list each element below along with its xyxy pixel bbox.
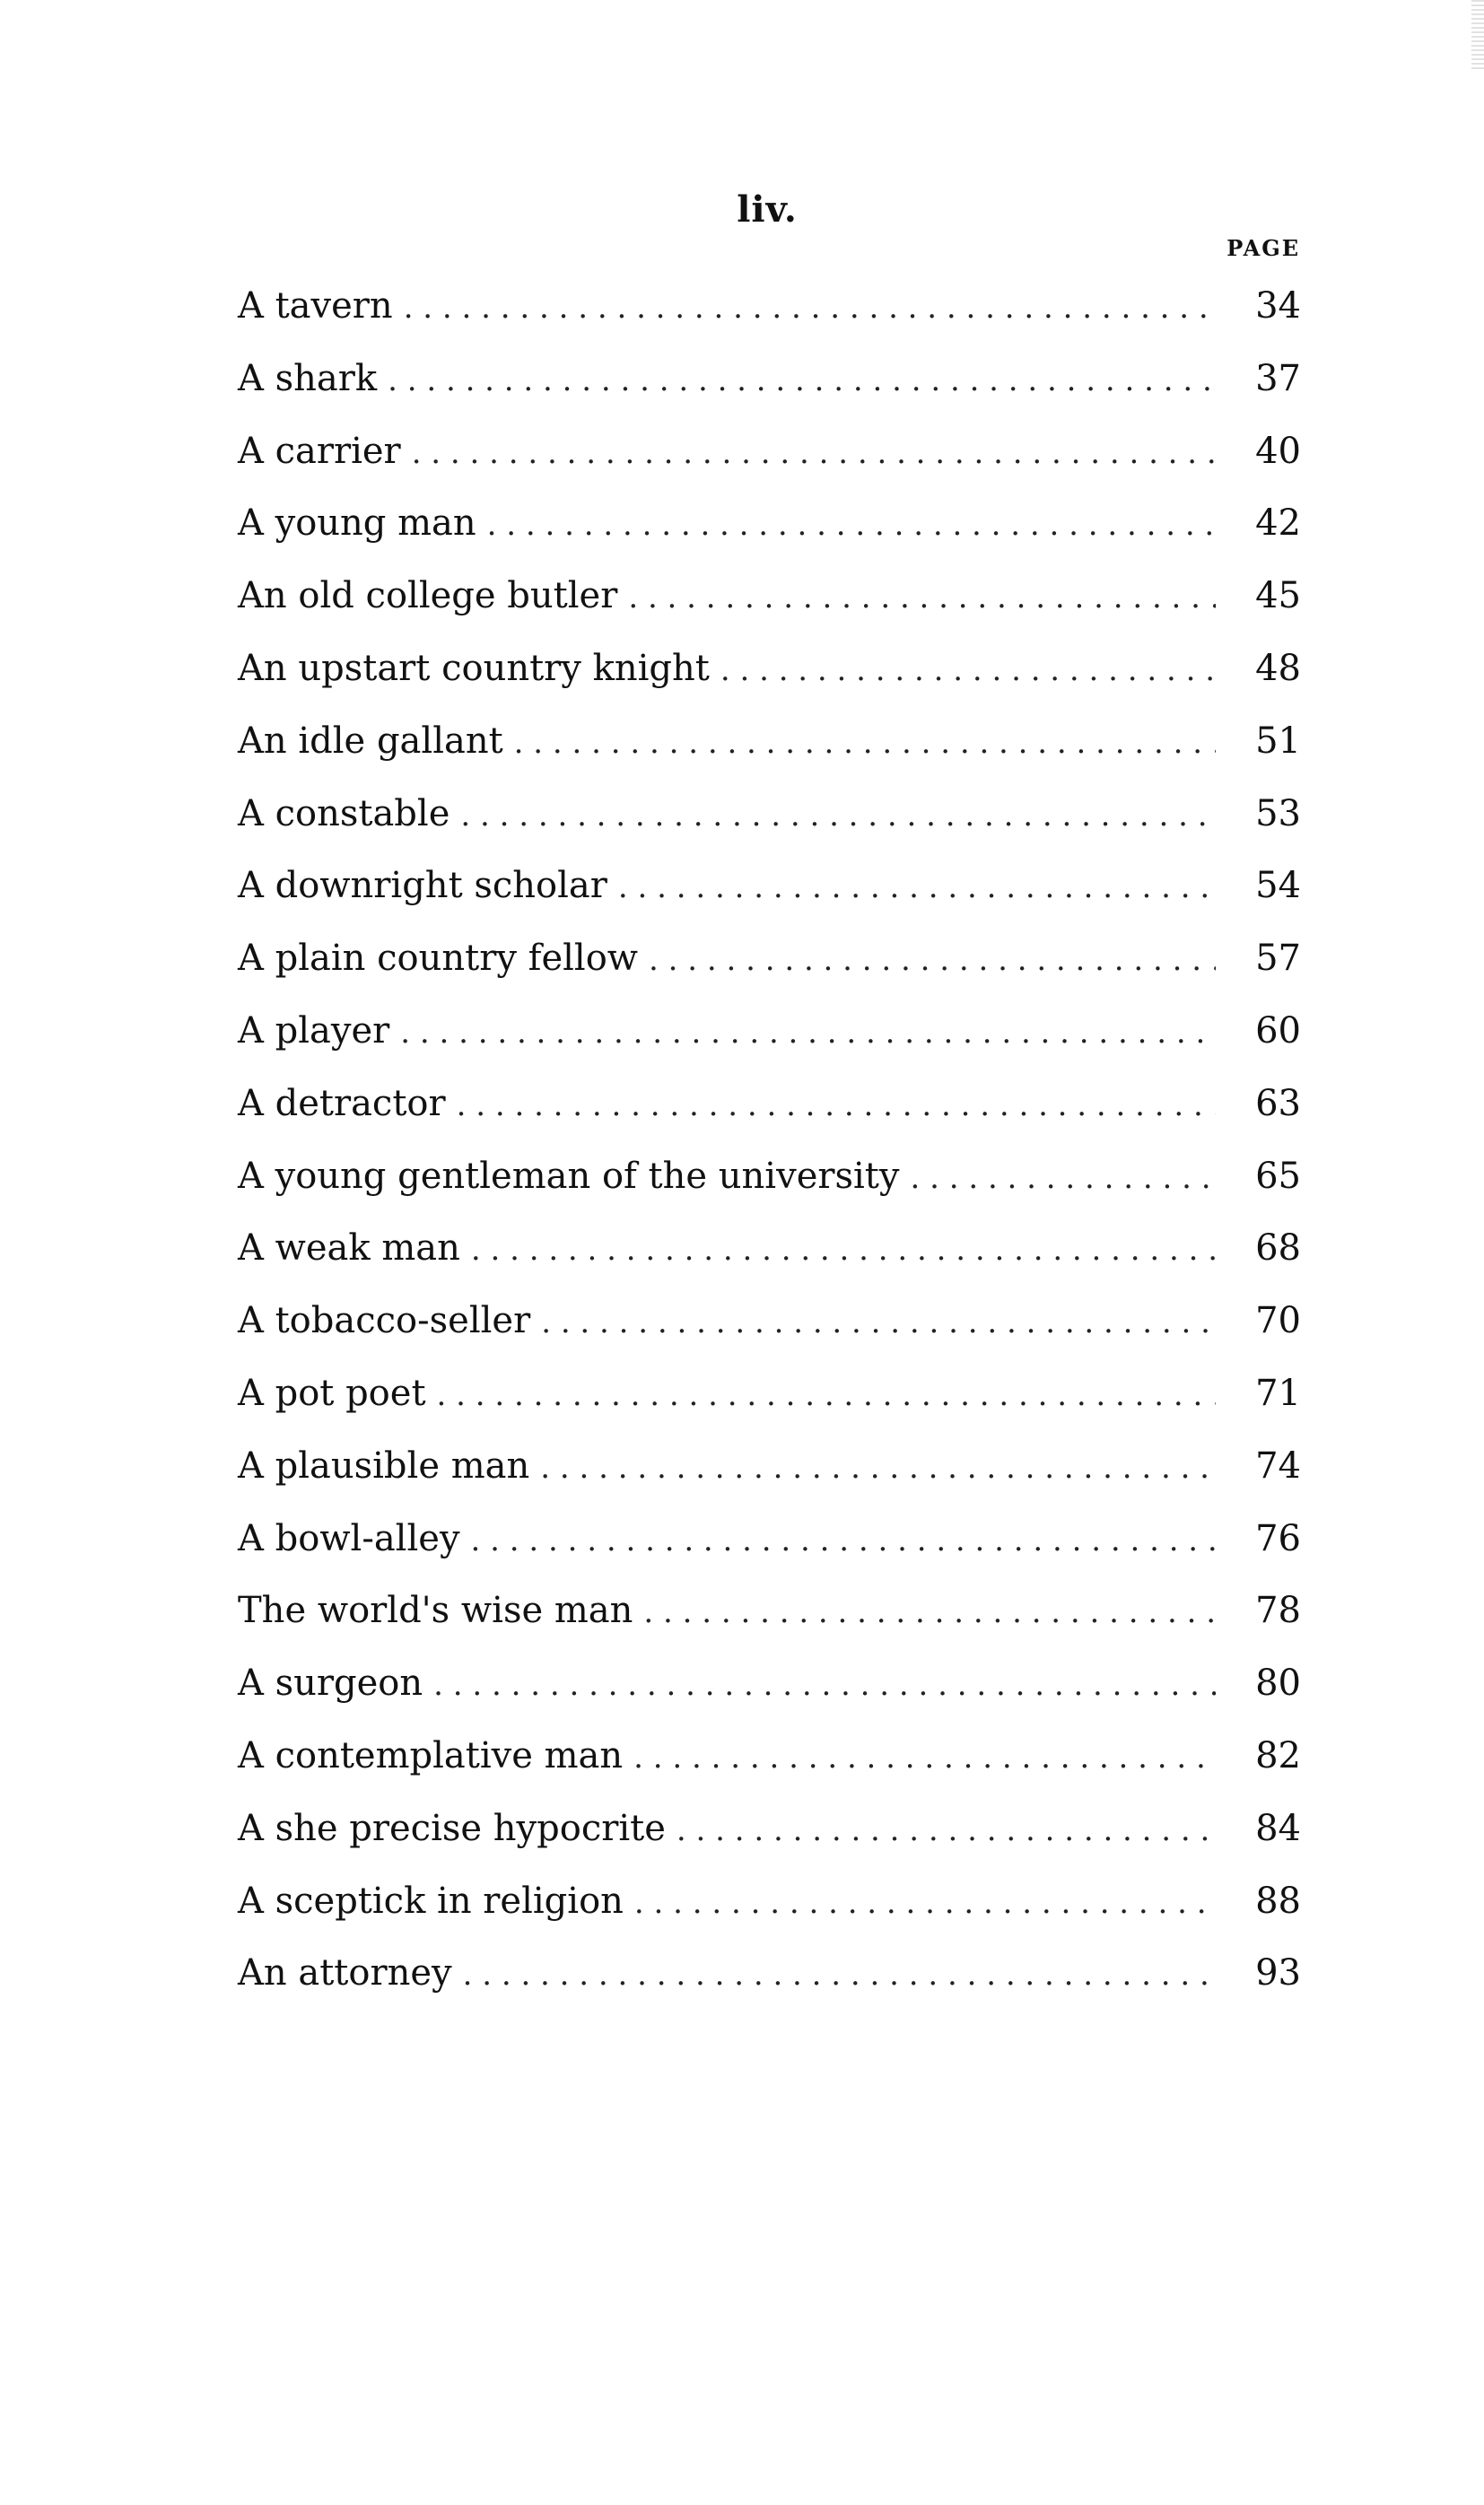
entry-page-number: 82 [1255,1734,1301,1776]
toc-entry [238,1083,1301,1156]
dot-leader [437,1377,1216,1413]
entry-title: A plain country fellow [238,938,639,980]
entry-title: A constable [238,792,450,834]
entry-title: A contemplative man [238,1734,624,1776]
toc-entry [238,358,1301,431]
toc-entry [238,1010,1301,1083]
entry-title: A tavern [238,285,393,327]
toc-entry [238,1663,1301,1735]
page-number: liv. [737,188,798,231]
entry-page-number: 40 [1255,430,1301,472]
entry-page-number: 70 [1255,1300,1301,1342]
entry-title: A young gentleman of the university [238,1155,900,1197]
entry-page-number: 78 [1255,1590,1301,1632]
entry-title: A weak man [238,1227,460,1270]
toc-entry [238,1156,1301,1228]
dot-leader [460,798,1216,834]
dot-leader [388,362,1216,398]
entry-title: An upstart country knight [238,647,710,689]
entry-page-number: 68 [1255,1227,1301,1270]
entry-page-number: 48 [1255,647,1301,689]
toc-entry [238,720,1301,793]
toc-entry [238,938,1301,1010]
entry-page-number: 93 [1255,1952,1301,1994]
entry-page-number: 54 [1255,865,1301,907]
toc-entry [238,1590,1301,1663]
entry-page-number: 76 [1255,1517,1301,1559]
toc-entry [238,865,1301,938]
dot-leader [910,1160,1216,1196]
entry-page-number: 51 [1255,720,1301,762]
entry-title: A detractor [238,1082,446,1124]
dot-leader [471,1523,1216,1558]
entry-page-number: 37 [1255,357,1301,399]
entry-title: A carrier [238,430,401,472]
toc-entry [238,1952,1301,2025]
toc-entry [238,1518,1301,1591]
entry-title: A sceptick in religion [238,1880,624,1922]
entry-title: An attorney [238,1952,452,1994]
dot-leader [649,942,1216,978]
entry-title: An old college butler [238,575,618,617]
toc-entry [238,1445,1301,1518]
toc-entry [238,502,1301,575]
toc-entry [238,1735,1301,1808]
entry-title: A bowl-alley [238,1517,460,1559]
dot-leader [540,1450,1216,1486]
entry-page-number: 65 [1255,1155,1301,1197]
dot-leader [618,869,1216,905]
entry-page-number: 42 [1255,502,1301,545]
entry-page-number: 45 [1255,575,1301,617]
dot-leader [720,652,1216,688]
entry-page-number: 60 [1255,1009,1301,1052]
entry-title: A surgeon [238,1663,423,1705]
toc-entry [238,575,1301,648]
scan-edge-artifact [1471,0,1484,70]
entry-page-number: 71 [1255,1372,1301,1414]
dot-leader [487,507,1216,543]
entry-title: The world's wise man [238,1590,633,1632]
toc-entry [238,431,1301,503]
toc-entry [238,1808,1301,1881]
entry-page-number: 88 [1255,1880,1301,1922]
entry-title: A player [238,1009,390,1052]
dot-leader [634,1885,1216,1921]
entry-title: A shark [238,357,378,399]
dot-leader [541,1305,1216,1340]
dot-leader [400,1015,1216,1051]
entry-page-number: 74 [1255,1445,1301,1487]
dot-leader [404,290,1216,326]
toc-entry [238,1881,1301,1953]
toc-entry [238,1300,1301,1373]
entry-page-number: 80 [1255,1663,1301,1705]
entry-title: A she precise hypocrite [238,1807,666,1849]
dot-leader [628,580,1216,615]
toc-entry [238,285,1301,358]
toc-entry [238,1227,1301,1300]
entry-page-number: 63 [1255,1082,1301,1124]
page-column-heading: PAGE [1226,235,1300,261]
entry-title: An idle gallant [238,720,503,762]
entry-title: A young man [238,502,476,545]
entry-page-number: 34 [1255,285,1301,327]
entry-title: A downright scholar [238,865,607,907]
table-of-contents [238,285,1301,2025]
dot-leader [514,725,1216,761]
dot-leader [457,1087,1216,1123]
toc-entry [238,648,1301,720]
dot-leader [643,1594,1216,1630]
toc-entry [238,1373,1301,1445]
toc-entry [238,793,1301,866]
dot-leader [471,1232,1216,1268]
entry-page-number: 53 [1255,792,1301,834]
entry-title: A pot poet [238,1372,426,1414]
entry-title: A plausible man [238,1445,530,1487]
dot-leader [412,435,1216,471]
entry-title: A tobacco-seller [238,1300,531,1342]
dot-leader [633,1740,1216,1776]
entry-page-number: 84 [1255,1807,1301,1849]
entry-page-number: 57 [1255,938,1301,980]
dot-leader [677,1812,1216,1848]
dot-leader [463,1957,1216,1993]
dot-leader [433,1667,1216,1703]
